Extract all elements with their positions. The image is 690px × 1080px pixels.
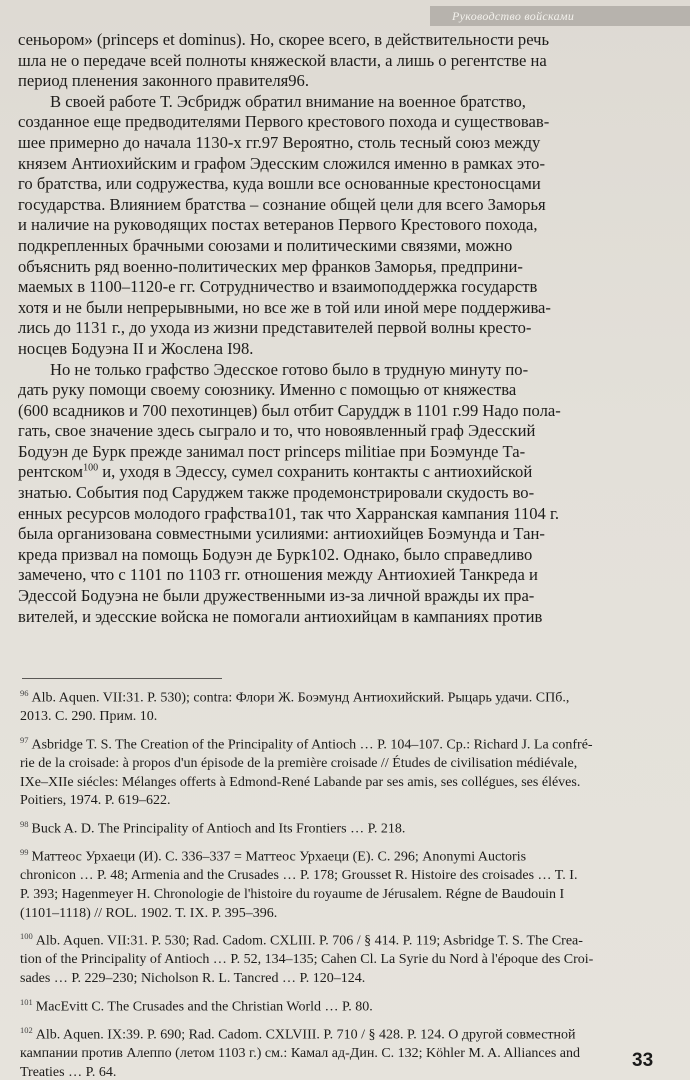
text-line: и наличие на руководящих постах ветеранов Первого Крестового похода, — [18, 215, 538, 235]
footnote-line: Asbridge T. S. The Creation of the Principality of Antioch … P. 104–107. Ср.: Richard J. La confré- — [31, 737, 593, 753]
footnote-line: chronicon … P. 48; Armenia and the Crusades … P. 178; Grousset R. Histoire des croisades … T. I. — [20, 868, 578, 884]
text-line: шее примерно до начала 1130-х гг.97 Вероятно, столь тесный союз между — [18, 132, 541, 152]
text-line: Эдессой Бодуэна не были дружественными из-за личной вражды их пра- — [18, 586, 535, 606]
footnote-line: 2013. С. 290. Прим. 10. — [20, 709, 158, 725]
text-line: подкрепленных брачными союзами и политическими связями, можно — [18, 235, 513, 255]
text-line: Но не только графство Эдесское готово было в трудную минуту по- — [50, 359, 529, 379]
text-line: енных ресурсов молодого графства101, так что Харранская кампания 1104 г. — [18, 503, 560, 523]
text-line: В своей работе Т. Эсбридж обратил внимание на военное братство, — [50, 91, 526, 111]
text-line: вителей, и эдесские войска не помогали антиохийцам в кампаниях против — [18, 606, 543, 626]
footnote-line: MacEvitt C. The Crusades and the Christian World … P. 80. — [35, 999, 373, 1015]
text-line: шла не о передаче всей полноты княжеской власти, а лишь о регентстве на — [18, 50, 547, 70]
footnote-number: 98 — [20, 818, 29, 829]
footnote-number: 102 — [20, 1024, 33, 1035]
footnote-line: (1101–1118) // ROL. 1902. T. IX. P. 395–396. — [20, 905, 278, 921]
footnote-number: 97 — [20, 734, 29, 745]
footnote-line: Маттеос Урхаеци (И). С. 336–337 = Маттеос Урхаеци (Е). С. 296; Anonymi Auctoris — [31, 849, 527, 865]
footnote-line: Treaties … P. 64. — [20, 1064, 117, 1080]
footnote — [20, 731, 680, 811]
text-line: креда призвал на помощь Бодуэн де Бурк102. Однако, было справедливо — [18, 544, 533, 564]
footnote-line: Alb. Aquen. VII:31. P. 530); contra: Флори Ж. Боэмунд Антиохийский. Рыцарь удачи. СПб., — [31, 690, 570, 706]
text-line: Бодуэн де Бурк прежде занимал пост princeps militiae при Боэмунде Та- — [18, 441, 526, 461]
text-line: го братства, или содружества, куда вошли все основанные крестоносцами — [18, 174, 541, 194]
footnote-line: IXe–XIIe siécles: Mélanges offerts à Edmond-René Labande par ses amis, ses collégues, ses éléves. — [20, 774, 581, 790]
footnotes — [20, 684, 680, 1080]
text-line: хотя и не были непрерывными, но все же в той или иной мере поддержива- — [18, 297, 551, 317]
text-line: объяснить ряд военно-политических мер франков Заморья, предприни- — [18, 256, 523, 276]
footnote — [20, 927, 680, 988]
footnote — [20, 1021, 680, 1080]
text-line: сеньором» (princeps et dominus). Но, скорее всего, в действительности речь — [18, 30, 550, 49]
paragraph — [18, 92, 678, 360]
footnote — [20, 843, 680, 923]
footnote-number: 99 — [20, 847, 29, 858]
footnote — [20, 993, 680, 1017]
text-line: дать руку помощи своему союзнику. Именно с помощью от княжества — [18, 380, 517, 400]
main-text — [18, 30, 678, 627]
text-line: гать, свое значение здесь сыграло и то, что новоявленный граф Эдесский — [18, 421, 536, 441]
footnote-line: Poitiers, 1974. P. 619–622. — [20, 793, 171, 809]
footnote-line: кампании против Алеппо (летом 1103 г.) см.: Камал ад-Дин. С. 132; Köhler M. A. Alliances and — [20, 1046, 581, 1062]
text-line: (600 всадников и 700 пехотинцев) был отбит Саруддж в 1101 г.99 Надо пола- — [18, 400, 561, 420]
footnote-line: rie de la croisade: à propos d'un épisode de la première croisade // Études de civilisation médiévale, — [20, 756, 578, 772]
footnote-line: tion of the Principality of Antioch … P. 52, 134–135; Cahen Cl. La Syrie du Nord à l'époque des Croi- — [20, 952, 594, 968]
footnote-line: sades … P. 229–230; Nicholson R. L. Tancred … P. 120–124. — [20, 971, 366, 986]
text-line: период пленения законного правителя96. — [18, 71, 310, 91]
text-line: знатью. События под Саруджем также продемонстрировали скудость во- — [18, 483, 535, 503]
paragraph — [18, 360, 678, 628]
footnote-line: Buck A. D. The Principality of Antioch and Its Frontiers … P. 218. — [31, 821, 406, 837]
text-line: созданное еще предводителями Первого крестового похода и существовав- — [18, 112, 550, 132]
footnote-number: 96 — [20, 688, 29, 698]
footnote — [20, 815, 680, 839]
footnote-number: 101 — [20, 996, 33, 1007]
text-line: маемых в 1100–1120-е гг. Сотрудничество и взаимоподдержка государств — [18, 277, 538, 297]
text-line: государства. Влиянием братства – сознание общей цели для всего Заморья — [18, 194, 546, 214]
running-head: Руководство войсками — [430, 6, 690, 26]
footnote-line: Alb. Aquen. VII:31. P. 530; Rad. Cadom. CXLIII. P. 706 / § 414. P. 119; Asbridge T. S. The Crea- — [35, 933, 583, 949]
text-line: князем Антиохийским и графом Эдесским сложился именно в рамках это- — [18, 153, 545, 173]
text-line: носцев Бодуэна II и Жослена I98. — [18, 338, 254, 358]
footnote-number: 100 — [20, 931, 33, 942]
text-line: замечено, что с 1101 по 1103 гг. отношения между Антиохией Танкреда и — [18, 565, 538, 585]
text-line: рентском$^{100}$ и, уходя в Эдессу, сумел сохранить контакты с антиохийской — [18, 462, 533, 482]
footnote-separator — [22, 678, 222, 679]
paragraph — [18, 30, 678, 92]
footnote-line: P. 393; Hagenmeyer H. Chronologie de l'histoire du royaume de Jérusalem. Régne de Baudouin I — [20, 886, 565, 902]
text-line: лись до 1131 г., до ухода из жизни представителей первой волны кресто- — [18, 318, 532, 338]
footnote-line: Alb. Aquen. IX:39. P. 690; Rad. Cadom. CXLVIII. P. 710 / § 428. P. 124. О другой совместной — [35, 1027, 576, 1043]
footnote — [20, 684, 680, 727]
page-number: 33 — [632, 1050, 654, 1071]
text-line: была организована совместными усилиями: антиохийцев Боэмунда и Тан- — [18, 524, 545, 544]
